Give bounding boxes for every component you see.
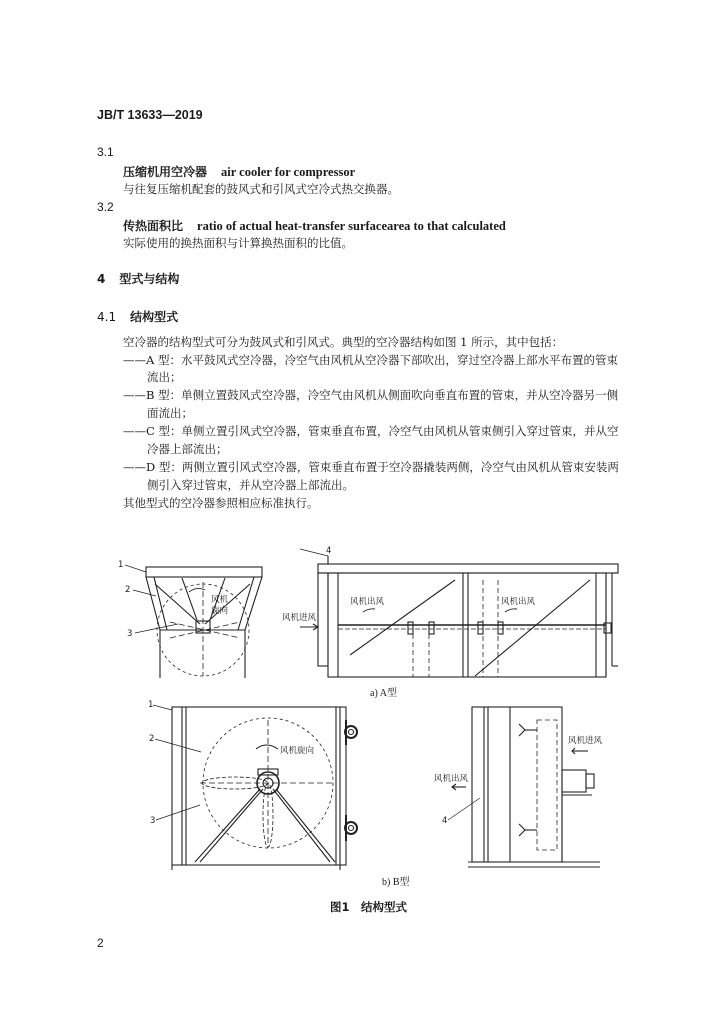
item-d-line2: 侧引入穿过管束，并从空冷器上部流出。 bbox=[147, 478, 354, 492]
b-type-front-view bbox=[153, 705, 357, 870]
label-3-b: 3 bbox=[150, 816, 156, 826]
label-4-a: 4 bbox=[326, 546, 332, 556]
label-1-a: 1 bbox=[118, 560, 124, 570]
fan-rotation-label-1: 风机 bbox=[211, 595, 229, 605]
caption-a-type: a) A型 bbox=[370, 688, 397, 699]
label-2-b: 2 bbox=[149, 734, 155, 744]
fan-outlet-label-b: 风机出风 bbox=[434, 774, 469, 784]
term-3-1-cn: 压缩机用空冷器 bbox=[123, 165, 208, 179]
term-3-1-en: air cooler for compressor bbox=[221, 165, 356, 179]
item-b-line1: ——B 型：单侧立置鼓风式空冷器，冷空气由风机从侧面吹向垂直布置的管束，并从空冷器另一侧 bbox=[123, 388, 619, 402]
figure-caption: 图1 结构型式 bbox=[330, 900, 408, 914]
fan-outlet-label-a1: 风机出风 bbox=[350, 597, 385, 607]
item-a-line2: 流出； bbox=[147, 370, 182, 384]
other-types-paragraph: 其他型式的空冷器参照相应标准执行。 bbox=[123, 496, 319, 510]
label-3-a: 3 bbox=[127, 629, 133, 639]
item-c-line1: ——C 型：单侧立置引风式空冷器，管束垂直布置，冷空气由风机从管束侧引入穿过管束，并从空 bbox=[123, 424, 619, 438]
fan-outlet-label-a2: 风机出风 bbox=[501, 597, 536, 607]
item-d-line1: ——D 型：两侧立置引风式空冷器，管束垂直布置于空冷器撬装两侧，冷空气由风机从管束安装两 bbox=[123, 460, 619, 474]
section-4-1-title: 结构型式 bbox=[130, 310, 179, 324]
fan-inlet-label-a: 风机进风 bbox=[282, 613, 317, 623]
definition-3-1: 与往复压缩机配套的鼓风式和引风式空冷式热交换器。 bbox=[123, 182, 399, 196]
page-number: 2 bbox=[97, 936, 104, 950]
fan-rotation-label-b: 风机旋向 bbox=[280, 746, 315, 756]
a-type-side-view bbox=[125, 565, 262, 678]
b-type-side-view bbox=[448, 707, 603, 867]
label-2-a: 2 bbox=[125, 585, 131, 595]
section-4-1-number: 4.1 bbox=[97, 310, 117, 324]
label-1-b: 1 bbox=[148, 700, 154, 710]
definition-3-2: 实际使用的换热面积与计算换热面积的比值。 bbox=[123, 236, 353, 250]
item-a-line1: ——A 型：水平鼓风式空冷器，冷空气由风机从空冷器下部吹出，穿过空冷器上部水平布置的管束 bbox=[123, 353, 618, 367]
intro-paragraph: 空冷器的结构型式可分为鼓风式和引风式。典型的空冷器结构如图 1 所示，其中包括： bbox=[123, 335, 564, 349]
document-header: JB/T 13633—2019 bbox=[97, 108, 203, 122]
section-4-number: 4 bbox=[97, 272, 106, 286]
section-4-title: 型式与结构 bbox=[119, 272, 180, 286]
fan-rotation-label-2: 旋向 bbox=[211, 606, 229, 616]
section-3-1-number: 3.1 bbox=[97, 145, 114, 159]
term-3-2-cn: 传热面积比 bbox=[123, 219, 184, 233]
item-c-line2: 冷器上部流出； bbox=[147, 442, 228, 456]
fan-inlet-label-b: 风机进风 bbox=[568, 736, 603, 746]
a-type-front-view bbox=[300, 549, 618, 677]
item-b-line2: 面流出； bbox=[147, 406, 193, 420]
term-3-2-en: ratio of actual heat-transfer surfacearea to that calculated bbox=[197, 219, 506, 233]
section-3-2-number: 3.2 bbox=[97, 200, 114, 214]
caption-b-type: b) B型 bbox=[382, 877, 410, 888]
label-4-b: 4 bbox=[442, 816, 448, 826]
